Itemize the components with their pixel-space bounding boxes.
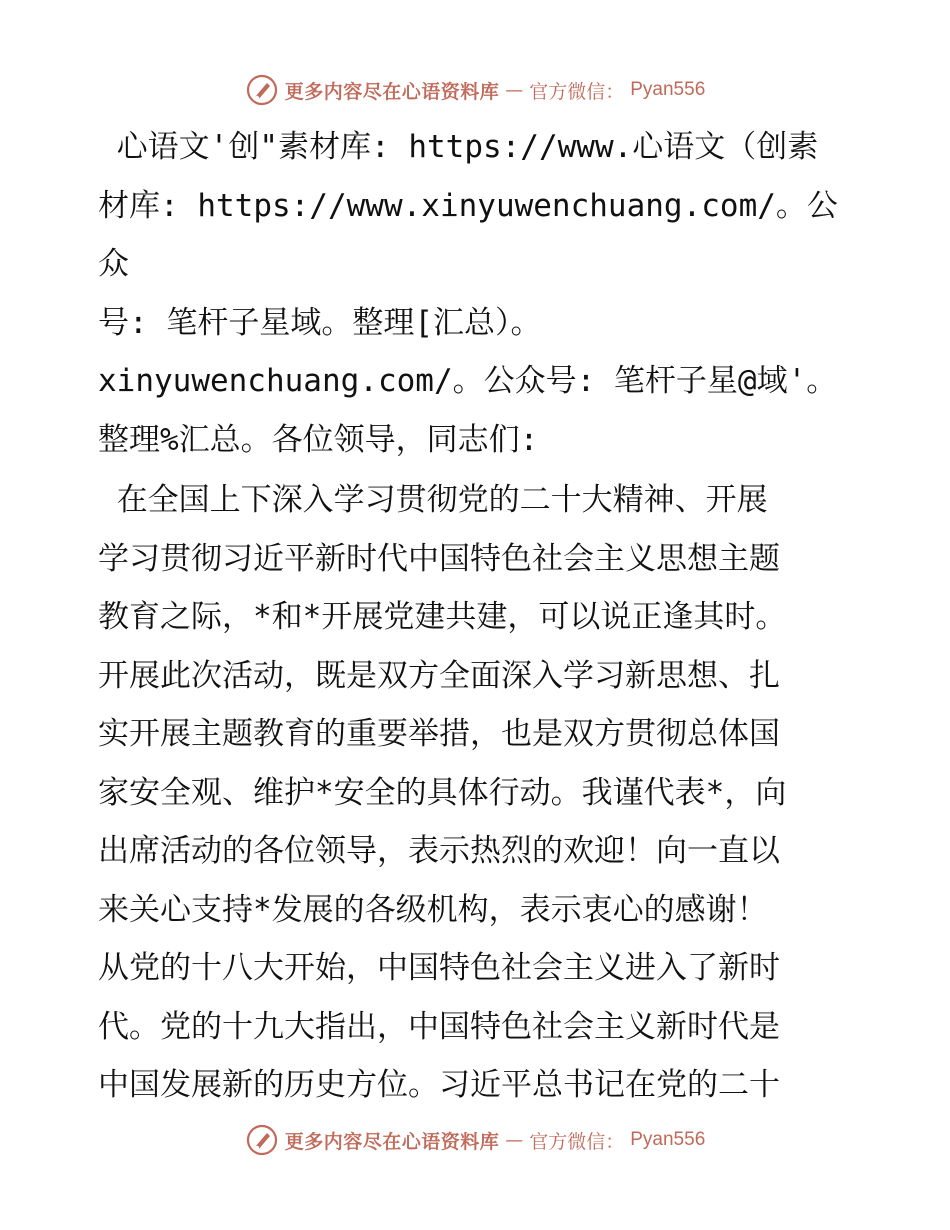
text-line: 从党的十八大开始，中国特色社会主义进入了新时 xyxy=(98,950,780,986)
banner-wechat-label: 官方微信： xyxy=(529,80,625,103)
text-line: xinyuwenchuang.com/。公众号: 笔杆子星@域'。 xyxy=(98,363,838,399)
text-line: 心语文'创"素材库: https://www.心语文（创素 xyxy=(98,129,819,165)
text-line: 代。党的十九大指出，中国特色社会主义新时代是 xyxy=(98,1008,780,1045)
banner-brand-text: 更多内容尽在心语资料库 xyxy=(284,80,500,103)
text-line: 号: 笔杆子星域。整理[汇总）。 xyxy=(98,304,542,341)
header-watermark-banner xyxy=(0,70,950,110)
text-line: 教育之际，*和*开展党建共建，可以说正逢其时。 xyxy=(98,599,787,635)
banner-dash: — xyxy=(505,1129,524,1151)
pen-nib-logo-icon xyxy=(245,73,279,107)
text-line: 中国发展新的历史方位。习近平总书记在党的二十 xyxy=(98,1067,780,1103)
text-line: 开展此次活动，既是双方全面深入学习新思想、扎 xyxy=(98,657,780,694)
text-line: 实开展主题教育的重要举措，也是双方贯彻总体国 xyxy=(98,716,780,752)
banner-brand-text: 更多内容尽在心语资料库 xyxy=(284,1130,500,1153)
text-line: 在全国上下深入学习贯彻党的二十大精神、开展 xyxy=(98,482,768,518)
document-body xyxy=(98,118,858,1115)
text-line: 学习贯彻习近平新时代中国特色社会主义思想主题 xyxy=(98,540,780,577)
footer-watermark-banner xyxy=(0,1120,950,1160)
banner-wechat-id: Pyan556 xyxy=(630,1129,706,1150)
banner-dash: — xyxy=(505,79,524,101)
banner-wechat-id: Pyan556 xyxy=(630,79,706,100)
text-line: 出席活动的各位领导，表示热烈的欢迎！向一直以 xyxy=(98,833,780,869)
text-line: 材库: https://www.xinyuwenchuang.com/。公众 xyxy=(98,187,838,282)
banner-wechat-label: 官方微信： xyxy=(529,1130,625,1153)
pen-nib-logo-icon xyxy=(245,1123,279,1157)
text-line: 整理%汇总。各位领导，同志们: xyxy=(98,421,539,458)
text-line: 来关心支持*发展的各级机构，表示衷心的感谢！ xyxy=(98,891,768,928)
text-line: 家安全观、维护*安全的具体行动。我谨代表*，向 xyxy=(98,774,787,811)
